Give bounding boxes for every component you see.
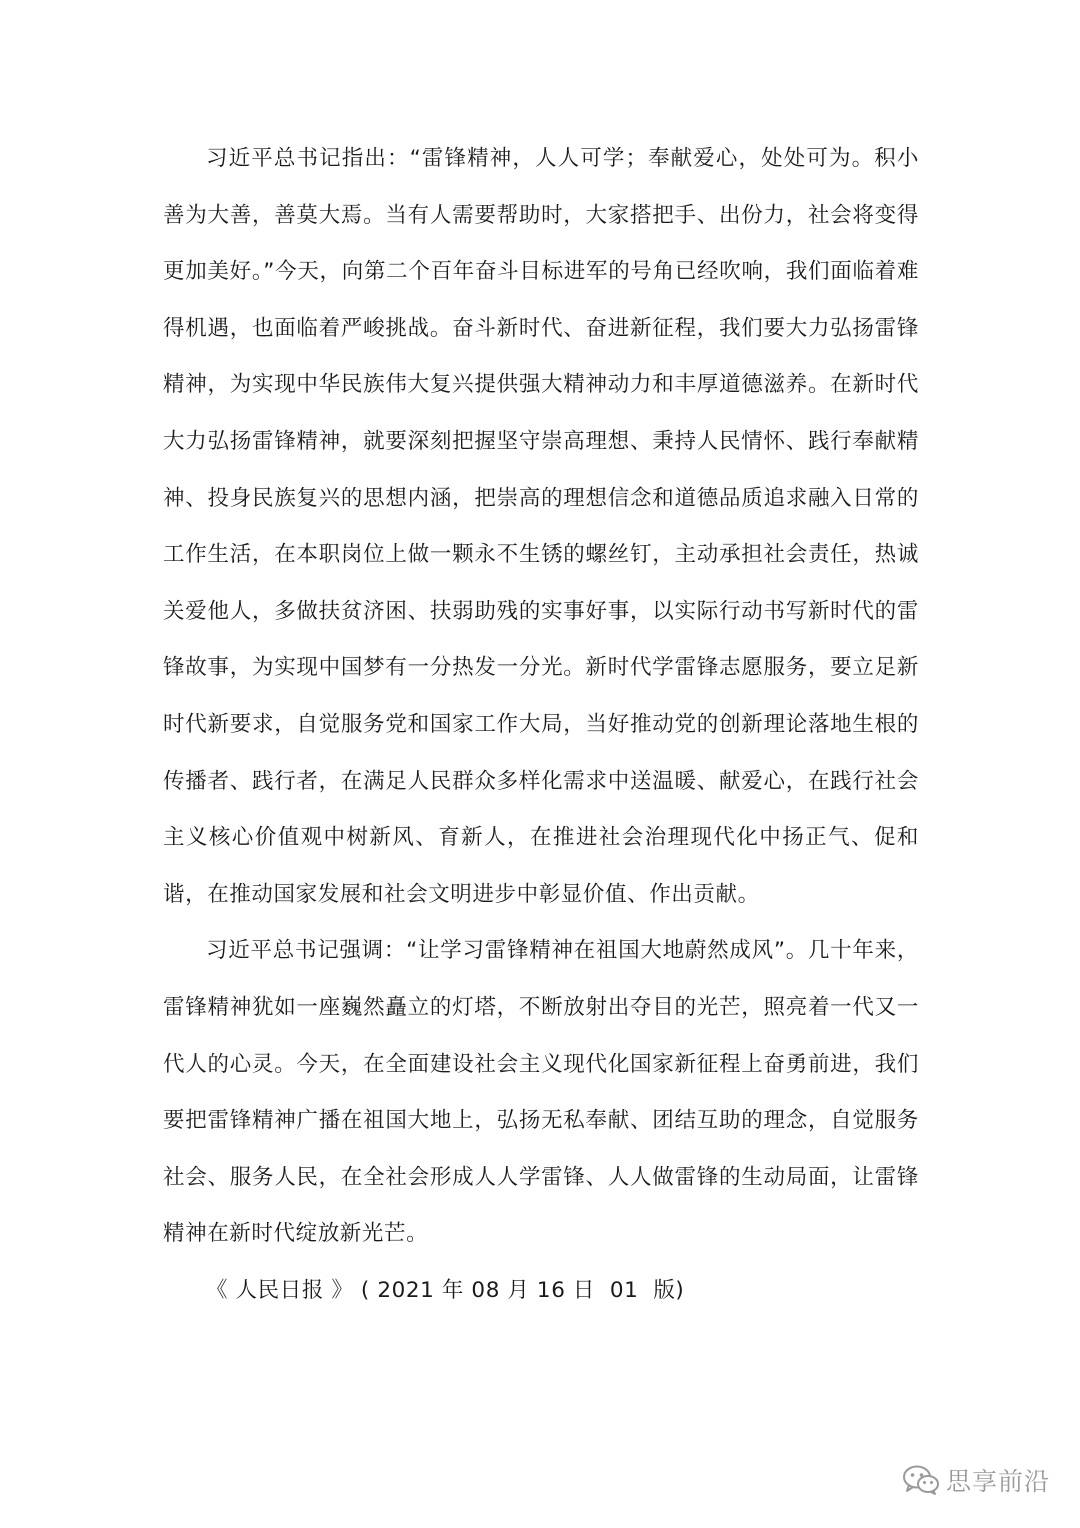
watermark [902, 1460, 1050, 1500]
wechat-icon [902, 1464, 940, 1496]
article-paragraph-2: 习近平总书记强调：“让学习雷锋精神在祖国大地蔚然成风”。几十年来，雷锋精神犹如一座巍然矗立的灯塔，不断放射出夺目的光芒，照亮着一代又一代人的心灵。今天，在全面建设社会主义现代化国家新征程上奋勇前进，我们要把雷锋精神广播在祖国大地上，弘扬无私奉献、团结互助的理念，自觉服务社会、服务人民，在全社会形成人人学雷锋、人人做雷锋的生动局面，让雷锋精神在新时代绽放新光芒。 [163, 938, 919, 1247]
article-paragraph-1: 习近平总书记指出：“雷锋精神，人人可学；奉献爱心，处处可为。积小善为大善，善莫大焉。当有人需要帮助时，大家搭把手、出份力，社会将变得更加美好。”今天，向第二个百年奋斗目标进军的号角已经吹响，我们面临着难得机遇，也面临着严峻挑战。奋斗新时代、奋进新征程，我们要大力弘扬雷锋精神，为实现中华民族伟大复兴提供强大精神动力和丰厚道德滋养。在新时代大力弘扬雷锋精神，就要深刻把握坚守崇高理想、秉持人民情怀、践行奉献精神、投身民族复兴的思想内涵，把崇高的理想信念和道德品质追求融入日常的工作生活，在本职岗位上做一颗永不生锈的螺丝钉，主动承担社会责任，热诚关爱他人，多做扶贫济困、扶弱助残的实事好事，以实际行动书写新时代的雷锋故事，为实现中国梦有一分热发一分光。新时代学雷锋志愿服务，要立足新时代新要求，自觉服务党和国家工作大局，当好推动党的创新理论落地生根的传播者、践行者，在满足人民群众多样化需求中送温暖、献爱心，在践行社会主义核心价值观中树新风、育新人，在推进社会治理现代化中扬正气、促和谐，在推动国家发展和社会文明进步中彰显价值、作出贡献。 [163, 146, 919, 907]
article-source-citation: 《 人民日报 》 ( 2021 年 08 月 16 日 01 版) [206, 1277, 685, 1303]
article-body [163, 131, 919, 1319]
watermark-text: 思享前沿 [946, 1467, 1051, 1496]
